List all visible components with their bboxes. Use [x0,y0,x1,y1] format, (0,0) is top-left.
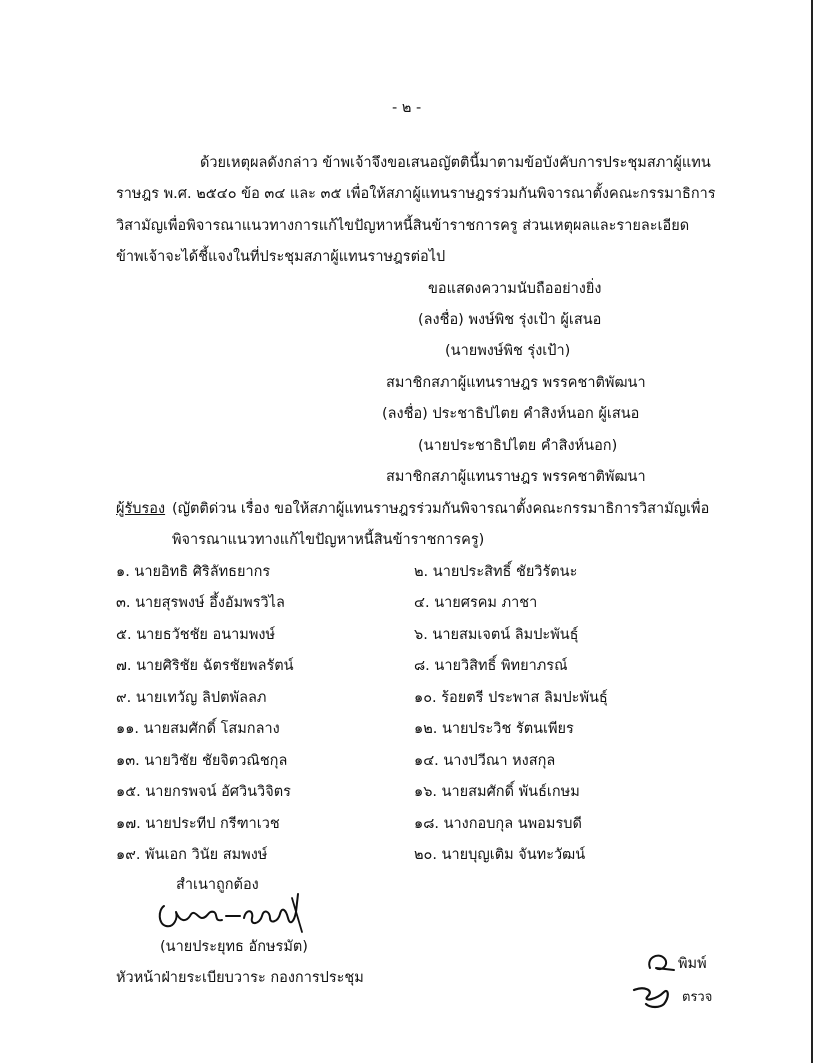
endorser-11: ๑๑. นายสมศักดิ์ โสมกลาง [116,721,280,737]
endorser-08: ๘. นายวิสิทธิ์ พิทยาภรณ์ [414,658,568,674]
endorser-20: ๒๐. นายบุญเติม จันทะวัฒน์ [414,847,586,863]
endorser-19: ๑๙. พันเอก วินัย สมพงษ์ [116,847,268,863]
body-line-4: ข้าพเจ้าจะได้ชี้แจงในที่ประชุมสภาผู้แทนราษฎรต่อไป [116,249,446,265]
endorser-14: ๑๔. นางปวีณา หงสกุล [414,753,556,769]
page-number: - ๒ - [392,100,422,116]
endorser-13: ๑๓. นายวิชัย ชัยจิตวณิชกุล [116,753,288,769]
endorsers-description-1: (ญัตติด่วน เรื่อง ขอให้สภาผู้แทนราษฎรร่วมกันพิจารณาตั้งคณะกรรมาธิการวิสามัญเพื่อ [172,501,710,517]
endorser-09: ๙. นายเทวัญ ลิปตพัลลภ [116,690,267,706]
certifier-title: หัวหน้าฝ่ายระเบียบวาระ กองการประชุม [116,970,364,986]
endorser-02: ๒. นายประสิทธิ์ ชัยวิรัตนะ [414,564,578,580]
proposer-1-name: (นายพงษ์พิช รุ่งเป้า) [445,343,571,359]
endorser-01: ๑. นายอิทธิ ศิริลัทธยากร [116,564,271,580]
endorsers-label: ผู้รับรอง [116,501,166,517]
endorser-05: ๕. นายธวัชชัย อนามพงษ์ [116,627,276,643]
typist-initials [646,950,678,976]
endorser-04: ๔. นายศรคม ภาชา [414,595,538,611]
checker-initials [630,982,686,1012]
certified-copy-label: สำเนาถูกต้อง [176,877,259,893]
body-line-2: ราษฎร พ.ศ. ๒๕๔๐ ข้อ ๓๔ และ ๓๕ เพื่อให้สภาผู้แทนราษฎรร่วมกันพิจารณาตั้งคณะกรรมาธิการ [116,186,716,202]
endorser-18: ๑๘. นางกอบกุล นพอมรบดี [414,816,582,832]
closing-salutation: ขอแสดงความนับถืออย่างยิ่ง [428,281,602,297]
endorsers-description-2: พิจารณาแนวทางแก้ไขปัญหาหนี้สินข้าราชการครู) [172,532,485,548]
endorser-16: ๑๖. นายสมศักดิ์ พันธ์เกษม [414,784,580,800]
body-line-1: ด้วยเหตุผลดังกล่าว ข้าพเจ้าจึงขอเสนอญัตตินี้มาตามข้อบังคับการประชุมสภาผู้แทน [200,155,711,171]
endorser-07: ๗. นายศิริชัย ฉัตรชัยพลรัตน์ [116,658,294,674]
endorser-15: ๑๕. นายกรพจน์ อัศวินวิจิตร [116,784,291,800]
endorser-17: ๑๗. นายประทีป กรีฑาเวช [116,816,280,832]
proposer-1-position: สมาชิกสภาผู้แทนราษฎร พรรคชาติพัฒนา [386,375,646,391]
proposer-1-signature: (ลงชื่อ) พงษ์พิช รุ่งเป้า ผู้เสนอ [418,312,602,328]
endorser-06: ๖. นายสมเจตน์ ลิมปะพันธุ์ [414,627,579,643]
certifier-name: (นายประยุทธ อักษรมัต) [160,939,308,955]
endorser-10: ๑๐. ร้อยตรี ประพาส ลิมปะพันธุ์ [414,690,608,706]
endorser-12: ๑๒. นายประวิช รัตนเพียร [414,721,574,737]
checked-label: ตรวจ [682,990,713,1005]
body-line-3: วิสามัญเพื่อพิจารณาแนวทางการแก้ไขปัญหาหนี้สินข้าราชการครู ส่วนเหตุผลและรายละเอียด [116,218,690,234]
scan-edge [811,0,813,1063]
proposer-2-position: สมาชิกสภาผู้แทนราษฎร พรรคชาติพัฒนา [386,469,646,485]
proposer-2-signature: (ลงชื่อ) ประชาธิปไตย คำสิงห์นอก ผู้เสนอ [382,406,640,422]
handwritten-signature [152,888,312,940]
endorser-03: ๓. นายสุรพงษ์ อึ้งอัมพรวิไล [116,595,285,611]
typed-label: พิมพ์ [678,956,707,972]
proposer-2-name: (นายประชาธิปไตย คำสิงห์นอก) [418,438,618,454]
